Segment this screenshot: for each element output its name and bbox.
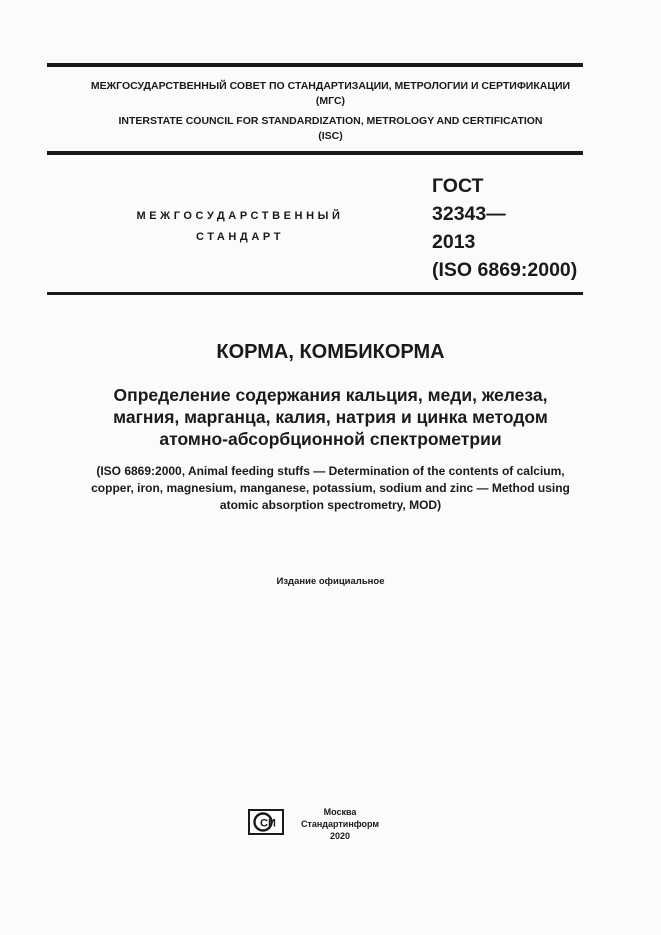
logo-text: СИ xyxy=(260,817,276,830)
english-line1: (ISO 6869:2000, Animal feeding stuffs — Determination of the contents of calcium, xyxy=(96,464,565,478)
council-header xyxy=(0,79,661,144)
subtitle-line2: магния, марганца, калия, натрия и цинка методом xyxy=(113,407,548,427)
standard-type-line1: МЕЖГОСУДАРСТВЕННЫЙ xyxy=(136,210,344,222)
standard-type-line2: СТАНДАРТ xyxy=(195,231,285,243)
top-rule xyxy=(47,63,583,67)
subtitle-line3: атомно-абсорбционной спектрометрии xyxy=(159,429,502,449)
publisher-year: 2020 xyxy=(329,831,351,841)
standard-type xyxy=(100,206,380,248)
edition-label: Издание официальное xyxy=(276,576,385,587)
header-rule xyxy=(47,151,583,155)
english-title xyxy=(0,463,661,514)
council-en: INTERSTATE COUNCIL FOR STANDARDIZATION, METROLOGY AND CERTIFICATION xyxy=(118,115,543,127)
publisher-info xyxy=(300,806,380,842)
council-ru: МЕЖГОСУДАРСТВЕННЫЙ СОВЕТ ПО СТАНДАРТИЗАЦИИ, МЕТРОЛОГИИ И СЕРТИФИКАЦИИ xyxy=(90,80,571,92)
gost-label: ГОСТ xyxy=(432,175,484,197)
council-ru-abbr: (МГС) xyxy=(315,95,346,107)
gost-designation xyxy=(432,172,592,284)
council-en-abbr: (ISC) xyxy=(318,130,343,142)
standartinform-logo xyxy=(248,809,284,835)
english-line3: atomic absorption spectrometry, MOD) xyxy=(219,498,442,512)
logo-icon xyxy=(250,811,282,833)
gost-iso: (ISO 6869:2000) xyxy=(432,259,578,281)
gost-number: 32343— xyxy=(432,203,506,225)
publisher-name: Стандартинформ xyxy=(300,819,380,829)
subtitle-line1: Определение содержания кальция, меди, железа, xyxy=(113,385,548,405)
publisher-city: Москва xyxy=(323,807,357,817)
gost-rule xyxy=(47,292,583,295)
document-subtitle xyxy=(0,384,661,450)
document-title: КОРМА, КОМБИКОРМА xyxy=(216,341,445,363)
gost-year: 2013 xyxy=(432,231,476,253)
english-line2: copper, iron, magnesium, manganese, potassium, sodium and zinc — Method using xyxy=(91,481,570,495)
